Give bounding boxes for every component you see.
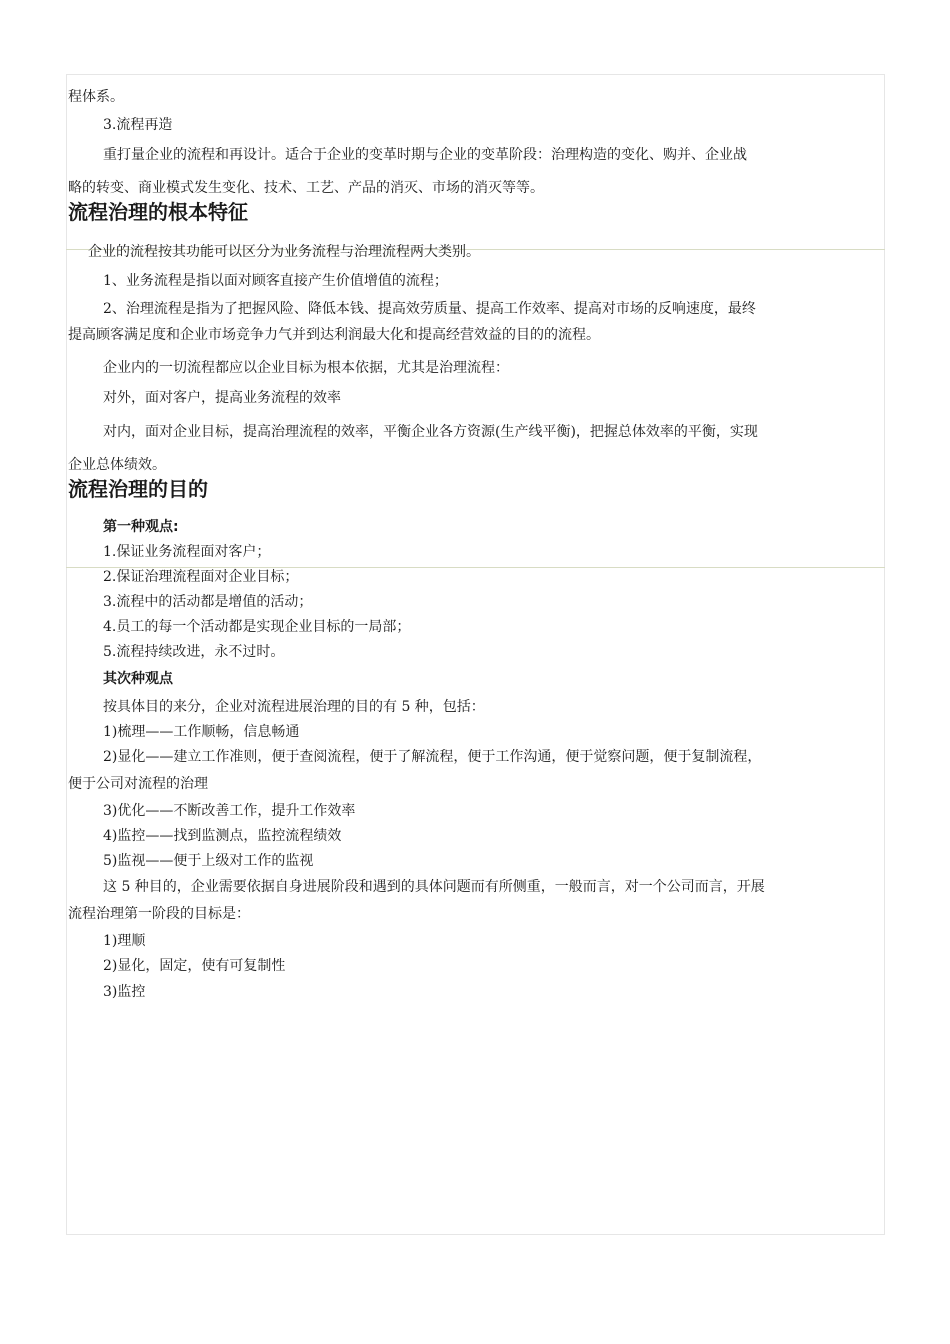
paragraph-line: 企业总体绩效。 — [68, 457, 166, 473]
list-item: 3.流程再造 — [103, 117, 173, 133]
paragraph-line: 略的转变、商业模式发生变化、技术、工艺、产品的消灭、市场的消灭等等。 — [68, 180, 544, 196]
list-item: 2.保证治理流程面对企业目标； — [103, 569, 299, 585]
list-item: 1)理顺 — [103, 933, 146, 949]
section-heading: 流程治理的目的 — [68, 477, 208, 501]
paragraph-line: 便于公司对流程的治理 — [68, 776, 208, 792]
paragraph-line: 按具体目的来分，企业对流程进展治理的目的有 5 种，包括： — [103, 699, 485, 715]
list-item: 2)显化，固定，使有可复制性 — [103, 958, 286, 974]
subheading: 其次种观点 — [103, 671, 173, 687]
list-item: 5.流程持续改进，永不过时。 — [103, 644, 285, 660]
paragraph-line: 对外，面对客户，提高业务流程的效率 — [103, 390, 341, 406]
paragraph-line: 企业的流程按其功能可以区分为业务流程与治理流程两大类别。 — [88, 244, 480, 260]
list-item: 5)监视——便于上级对工作的监视 — [103, 853, 314, 869]
list-item: 1.保证业务流程面对客户； — [103, 544, 271, 560]
paragraph-line: 流程治理第一阶段的目标是： — [68, 906, 250, 922]
list-item: 4)监控——找到监测点，监控流程绩效 — [103, 828, 342, 844]
paragraph-line: 企业内的一切流程都应以企业目标为根本依据，尤其是治理流程： — [103, 360, 509, 376]
paragraph-line: 程体系。 — [68, 89, 124, 105]
subheading: 第一种观点: — [103, 519, 179, 535]
list-item: 3)优化——不断改善工作，提升工作效率 — [103, 803, 356, 819]
list-item: 3)监控 — [103, 984, 146, 1000]
list-item: 1、业务流程是指以面对顾客直接产生价值增值的流程； — [103, 273, 448, 289]
list-item: 1)梳理——工作顺畅，信息畅通 — [103, 724, 300, 740]
list-item: 3.流程中的活动都是增值的活动； — [103, 594, 313, 610]
list-item: 4.员工的每一个活动都是实现企业目标的一局部； — [103, 619, 411, 635]
paragraph-line: 这 5 种目的，企业需要依据自身进展阶段和遇到的具体问题而有所侧重，一般而言，对一个公司而言，开展 — [103, 879, 765, 895]
section-heading: 流程治理的根本特征 — [68, 200, 248, 224]
paragraph-line: 重打量企业的流程和再设计。适合于企业的变革时期与企业的变革阶段：治理构造的变化、购并、企业战 — [103, 147, 747, 163]
paragraph-line: 对内，面对企业目标，提高治理流程的效率，平衡企业各方资源(生产线平衡)，把握总体效率的平衡，实现 — [103, 424, 758, 440]
list-item: 2)显化——建立工作准则，便于查阅流程，便于了解流程，便于工作沟通，便于觉察问题，便于复制流程， — [103, 749, 762, 765]
list-item: 2、治理流程是指为了把握风险、降低本钱、提高效劳质量、提高工作效率、提高对市场的反响速度，最终 — [103, 301, 756, 317]
paragraph-line: 提高顾客满足度和企业市场竞争力气并到达利润最大化和提高经营效益的目的的流程。 — [68, 327, 600, 343]
